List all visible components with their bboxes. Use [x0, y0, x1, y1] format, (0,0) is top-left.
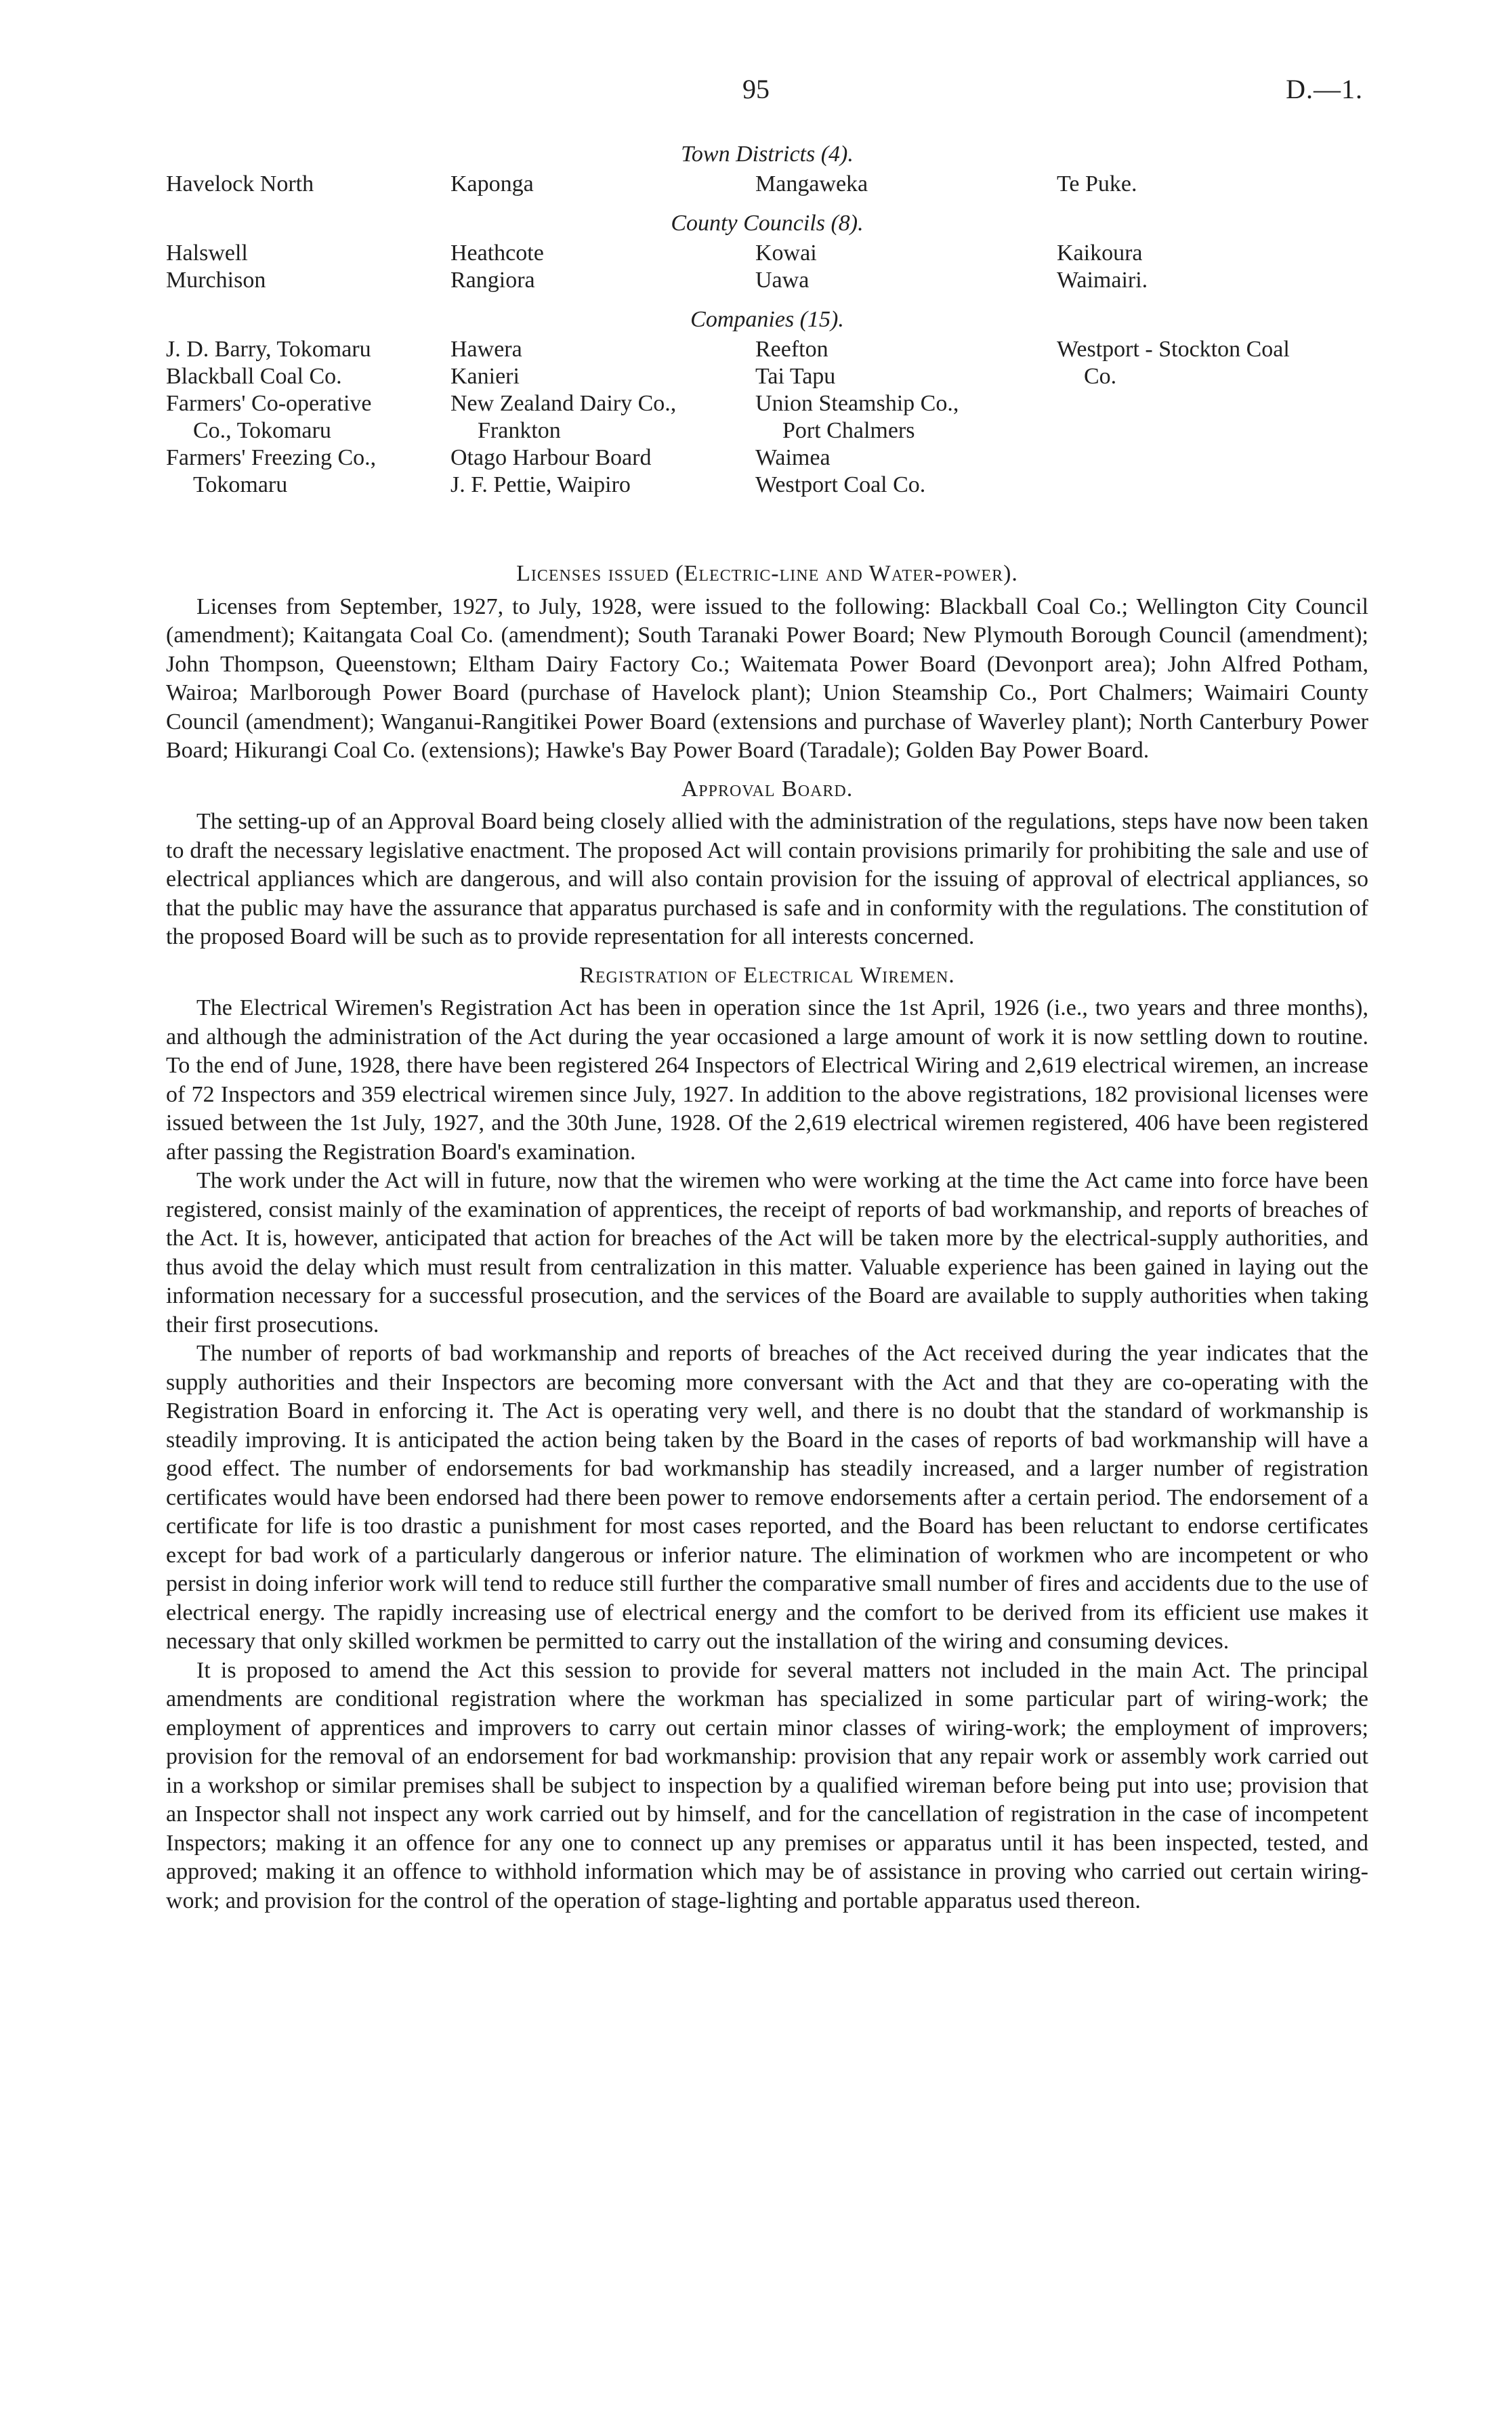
list-item: Heathcote — [450, 241, 544, 266]
list-item: J. D. Barry, Tokomaru — [166, 337, 371, 362]
list-column — [166, 336, 450, 499]
list-item: Murchison — [166, 268, 266, 293]
list-item: Farmers' Co-operative — [166, 391, 372, 416]
list-item: Otago Harbour Board — [450, 445, 652, 470]
list-item: Reefton — [755, 337, 828, 362]
approval-board-paragraph: The setting-up of an Approval Board being closely allied with the administration of the regulations, steps have now been taken to draft the necessary legislative enactment. The proposed Act will contain provisions primarily for prohibiting the sale and use of electrical appliances which are dangerous, and will also contain provision for the issuing of approval of electrical appliances, so that the public may have the assurance that apparatus purchased is safe and in conformity with the regulations. The constitution of the proposed Board will be such as to provide representation for all interests concerned. — [166, 809, 1368, 949]
list-column — [450, 336, 755, 499]
page-number: 95 — [742, 74, 770, 104]
licensee-lists — [166, 141, 1368, 499]
list-item: Kaponga — [450, 171, 534, 196]
list-column — [1057, 240, 1368, 294]
list-item: Frankton — [478, 418, 561, 443]
town-districts-grid — [166, 171, 1368, 198]
list-item: Havelock North — [166, 171, 314, 196]
list-item: Kanieri — [450, 364, 520, 389]
registration-paragraph: The Electrical Wiremen's Registration Act has been in operation since the 1st April, 1926 (i.e., two years and three months), and although the administration of the Act during the year occasioned a large amount of work it is now settling down to routine. To the end of June, 1928, there have been registered 264 Inspectors of Electrical Wiring and 2,619 electrical wiremen, an increase of 72 Inspectors and 359 electrical wiremen since July, 1927. In addition to the above registrations, 182 provisional licenses were issued between the 1st July, 1927, and the 30th June, 1928. Of the 2,619 electrical wiremen registered, 406 have been registered after passing the Registration Board's examination. — [166, 995, 1368, 1165]
page-header — [0, 73, 1512, 114]
list-column — [166, 240, 450, 294]
registration-heading: Registration of Electrical Wiremen. — [579, 962, 955, 988]
list-item: Westport Coal Co. — [755, 472, 926, 497]
licenses-paragraph: Licenses from September, 1927, to July, 1928, were issued to the following: Blackball Coal Co.; Wellington City Council (amendment); Kaitangata Coal Co. (amendment); South Taranaki Power Board; New Plymouth Borough Council (amendment); John Thompson, Queenstown; Eltham Dairy Factory Co.; Waitemata Power Board (Devonport area); John Alfred Potham, Wairoa; Marlborough Power Board (purchase of Havelock plant); Union Steamship Co., Port Chalmers; Waimairi County Council (amendment); Wanganui-Rangitikei Power Board (extensions and purchase of Waverley plant); North Canterbury Power Board; Hikurangi Coal Co. (extensions); Hawke's Bay Power Board (Taradale); Golden Bay Power Board. — [166, 594, 1368, 763]
list-item: Farmers' Freezing Co., — [166, 445, 377, 470]
list-item: Hawera — [450, 337, 522, 362]
list-item: Co. — [1084, 364, 1117, 389]
list-item: Westport - Stockton Coal — [1057, 337, 1290, 362]
list-item: Union Steamship Co., — [755, 391, 959, 416]
list-column — [755, 336, 1057, 499]
list-column — [755, 171, 1057, 198]
county-councils-grid — [166, 240, 1368, 294]
list-column — [450, 240, 755, 294]
county-councils-heading: County Councils (8). — [671, 211, 864, 236]
registration-paragraph: The work under the Act will in future, now that the wiremen who were working at the time the Act came into force have been registered, consist mainly of the examination of apprentices, the receipt of reports of bad workmanship, and reports of breaches of the Act. It is, however, anticipated that action for breaches of the Act will be taken more by the electrical-supply authorities, and thus avoid the delay which must result from centralization in this matter. Valuable experience has been gained in laying out the information necessary for a successful prosecution, and the services of the Board are available to supply authorities when taking their first prosecutions. — [166, 1168, 1368, 1337]
list-item: Tai Tapu — [755, 364, 836, 389]
companies-grid — [166, 336, 1368, 499]
list-column — [1057, 171, 1368, 198]
list-item: Mangaweka — [755, 171, 868, 196]
licenses-heading: Licenses issued (Electric-line and Water-power). — [516, 561, 1018, 586]
list-column — [450, 171, 755, 198]
list-item: Uawa — [755, 268, 810, 293]
list-item: Port Chalmers — [782, 418, 915, 443]
list-item: Kaikoura — [1057, 241, 1143, 266]
registration-paragraph: The number of reports of bad workmanship and reports of breaches of the Act received during the year indicates that the supply authorities and their Inspectors are becoming more conversant with the Act and that they are co-operating with the Registration Board in enforcing it. The Act is operating very well, and there is no doubt that the standard of workmanship is steadily improving. It is anticipated the action being taken by the Board in the cases of reports of bad workmanship will have a good effect. The number of endorsements for bad workmanship has steadily increased, and a larger number of registration certificates would have been endorsed had there been power to remove endorsements after a certain period. The endorsement of a certificate for life is too drastic a punishment for most cases reported, and the Board has been reluctant to endorse certificates except for bad work of a particularly dangerous or inferior nature. The elimination of workmen who are incompetent or who persist in doing inferior work will tend to reduce still further the comparative small number of fires and accidents due to the use of electrical energy. The rapidly increasing use of electrical energy and the comfort to be derived from its efficient use makes it necessary that only skilled workmen be permitted to carry out the installation of the wiring and consuming devices. — [166, 1341, 1368, 1654]
list-column — [1057, 336, 1368, 499]
list-item: Te Puke. — [1057, 171, 1137, 196]
list-item: J. F. Pettie, Waipiro — [450, 472, 631, 497]
approval-board-heading: Approval Board. — [681, 776, 854, 802]
list-item: Co., Tokomaru — [193, 418, 331, 443]
list-column — [755, 240, 1057, 294]
list-item: New Zealand Dairy Co., — [450, 391, 677, 416]
list-item: Kowai — [755, 241, 817, 266]
list-item: Waimea — [755, 445, 831, 470]
list-item: Halswell — [166, 241, 248, 266]
list-column — [166, 171, 450, 198]
list-item: Waimairi. — [1057, 268, 1148, 293]
body-text — [166, 550, 1368, 1915]
list-item: Blackball Coal Co. — [166, 364, 342, 389]
list-item: Tokomaru — [193, 472, 288, 497]
document-reference: D.—1. — [1286, 74, 1363, 104]
registration-paragraph: It is proposed to amend the Act this session to provide for several matters not included in the main Act. The principal amendments are conditional registration where the workman has specialized in some particular part of wiring-work; the employment of apprentices and improvers to carry out certain minor classes of wiring-work; the employment of improvers; provision for the removal of an endorsement for bad workmanship: provision that any repair work or assembly work carried out in a workshop or similar premises shall be subject to inspection by a qualified wireman before being put into use; provision that an Inspector shall not inspect any work carried out by himself, and for the cancellation of registration in the case of incompetent Inspectors; making it an offence for any one to connect up any premises or apparatus until it has been inspected, tested, and approved; making it an offence to withhold information which may be of assistance in proving who carried out certain wiring-work; and provision for the control of the operation of stage-lighting and portable apparatus used thereon. — [166, 1657, 1368, 1913]
list-item: Rangiora — [450, 268, 535, 293]
companies-heading: Companies (15). — [690, 307, 844, 332]
town-districts-heading: Town Districts (4). — [681, 142, 854, 167]
